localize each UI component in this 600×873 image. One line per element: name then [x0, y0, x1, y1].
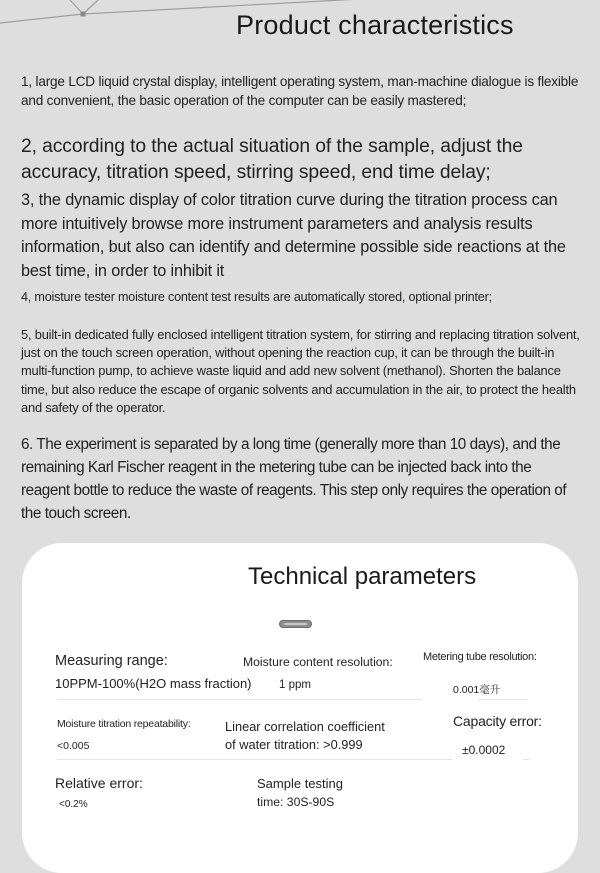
feature-item-3: 3, the dynamic display of color titration curve during the titration process can more intuitively browse more instrument parameters and analysis results information, but also can identify and determine possible side reactions at the best time, in order to inhibit it	[21, 191, 566, 280]
measuring-range-label: Measuring range:	[55, 653, 168, 669]
relative-error-label: Relative error:	[55, 775, 143, 791]
feature-item-6: 6. The experiment is separated by a long time (generally more than 10 days), and the remaining Karl Fischer reagent in the metering tube can be injected back into the reagent bottle to reduce the waste of reagents. This step only requires the operation of the touch screen.	[21, 436, 567, 522]
feature-item-2: 2, according to the actual situation of the sample, adjust the accuracy, titration speed, stirring speed, end time delay;	[21, 136, 523, 183]
sample-testing-label: Sample testing	[257, 776, 343, 791]
page-title: Product characteristics	[236, 10, 514, 40]
row-divider-1	[57, 699, 422, 700]
titration-repeatability-label: Moisture titration repeatability:	[57, 718, 191, 730]
metering-resolution-value: 0.001毫升	[453, 684, 501, 696]
feature-item-1: 1, large LCD liquid crystal display, intelligent operating system, man-machine dialogue is flexible and convenient, the basic operation of the computer can be easily mastered;	[21, 74, 579, 108]
moisture-resolution-value: 1 ppm	[279, 679, 311, 691]
row-divider-2b	[523, 759, 529, 760]
linear-correlation-value: of water titration: >0.999	[225, 737, 363, 752]
section-divider-pill	[279, 620, 312, 628]
sample-testing-value: time: 30S-90S	[257, 795, 335, 809]
technical-parameters-card	[22, 543, 578, 873]
titration-repeatability-value: <0.005	[57, 740, 90, 752]
row-divider-1b	[478, 699, 528, 700]
capacity-error-value: ±0.0002	[462, 743, 506, 757]
feature-item-4: 4, moisture tester moisture content test results are automatically stored, optional printer;	[21, 290, 492, 304]
technical-parameters-title: Technical parameters	[248, 563, 477, 590]
moisture-resolution-label: Moisture content resolution:	[243, 655, 393, 669]
decor-node	[81, 12, 86, 17]
capacity-error-label: Capacity error:	[453, 713, 542, 729]
row-divider-2	[57, 759, 452, 760]
metering-resolution-label: Metering tube resolution:	[423, 651, 537, 663]
relative-error-value: <0.2%	[59, 799, 88, 810]
linear-correlation-label: Linear correlation coefficient	[225, 719, 385, 734]
measuring-range-value: 10PPM-100%(H2O mass fraction)	[55, 676, 252, 691]
decor-line-horizontal	[0, 14, 83, 23]
feature-item-5: 5, built-in dedicated fully enclosed intelligent titration system, for stirring and replacing titration solvent, just on the touch screen operation, without opening the reaction cup, it can be through the built-in multi-function pump, to achieve waste liquid and add new solvent (methanol). Shorten the balance time, but also reduce the escape of organic solvents and accumulation in the air, to protect the health and safety of the operator.	[21, 327, 580, 415]
